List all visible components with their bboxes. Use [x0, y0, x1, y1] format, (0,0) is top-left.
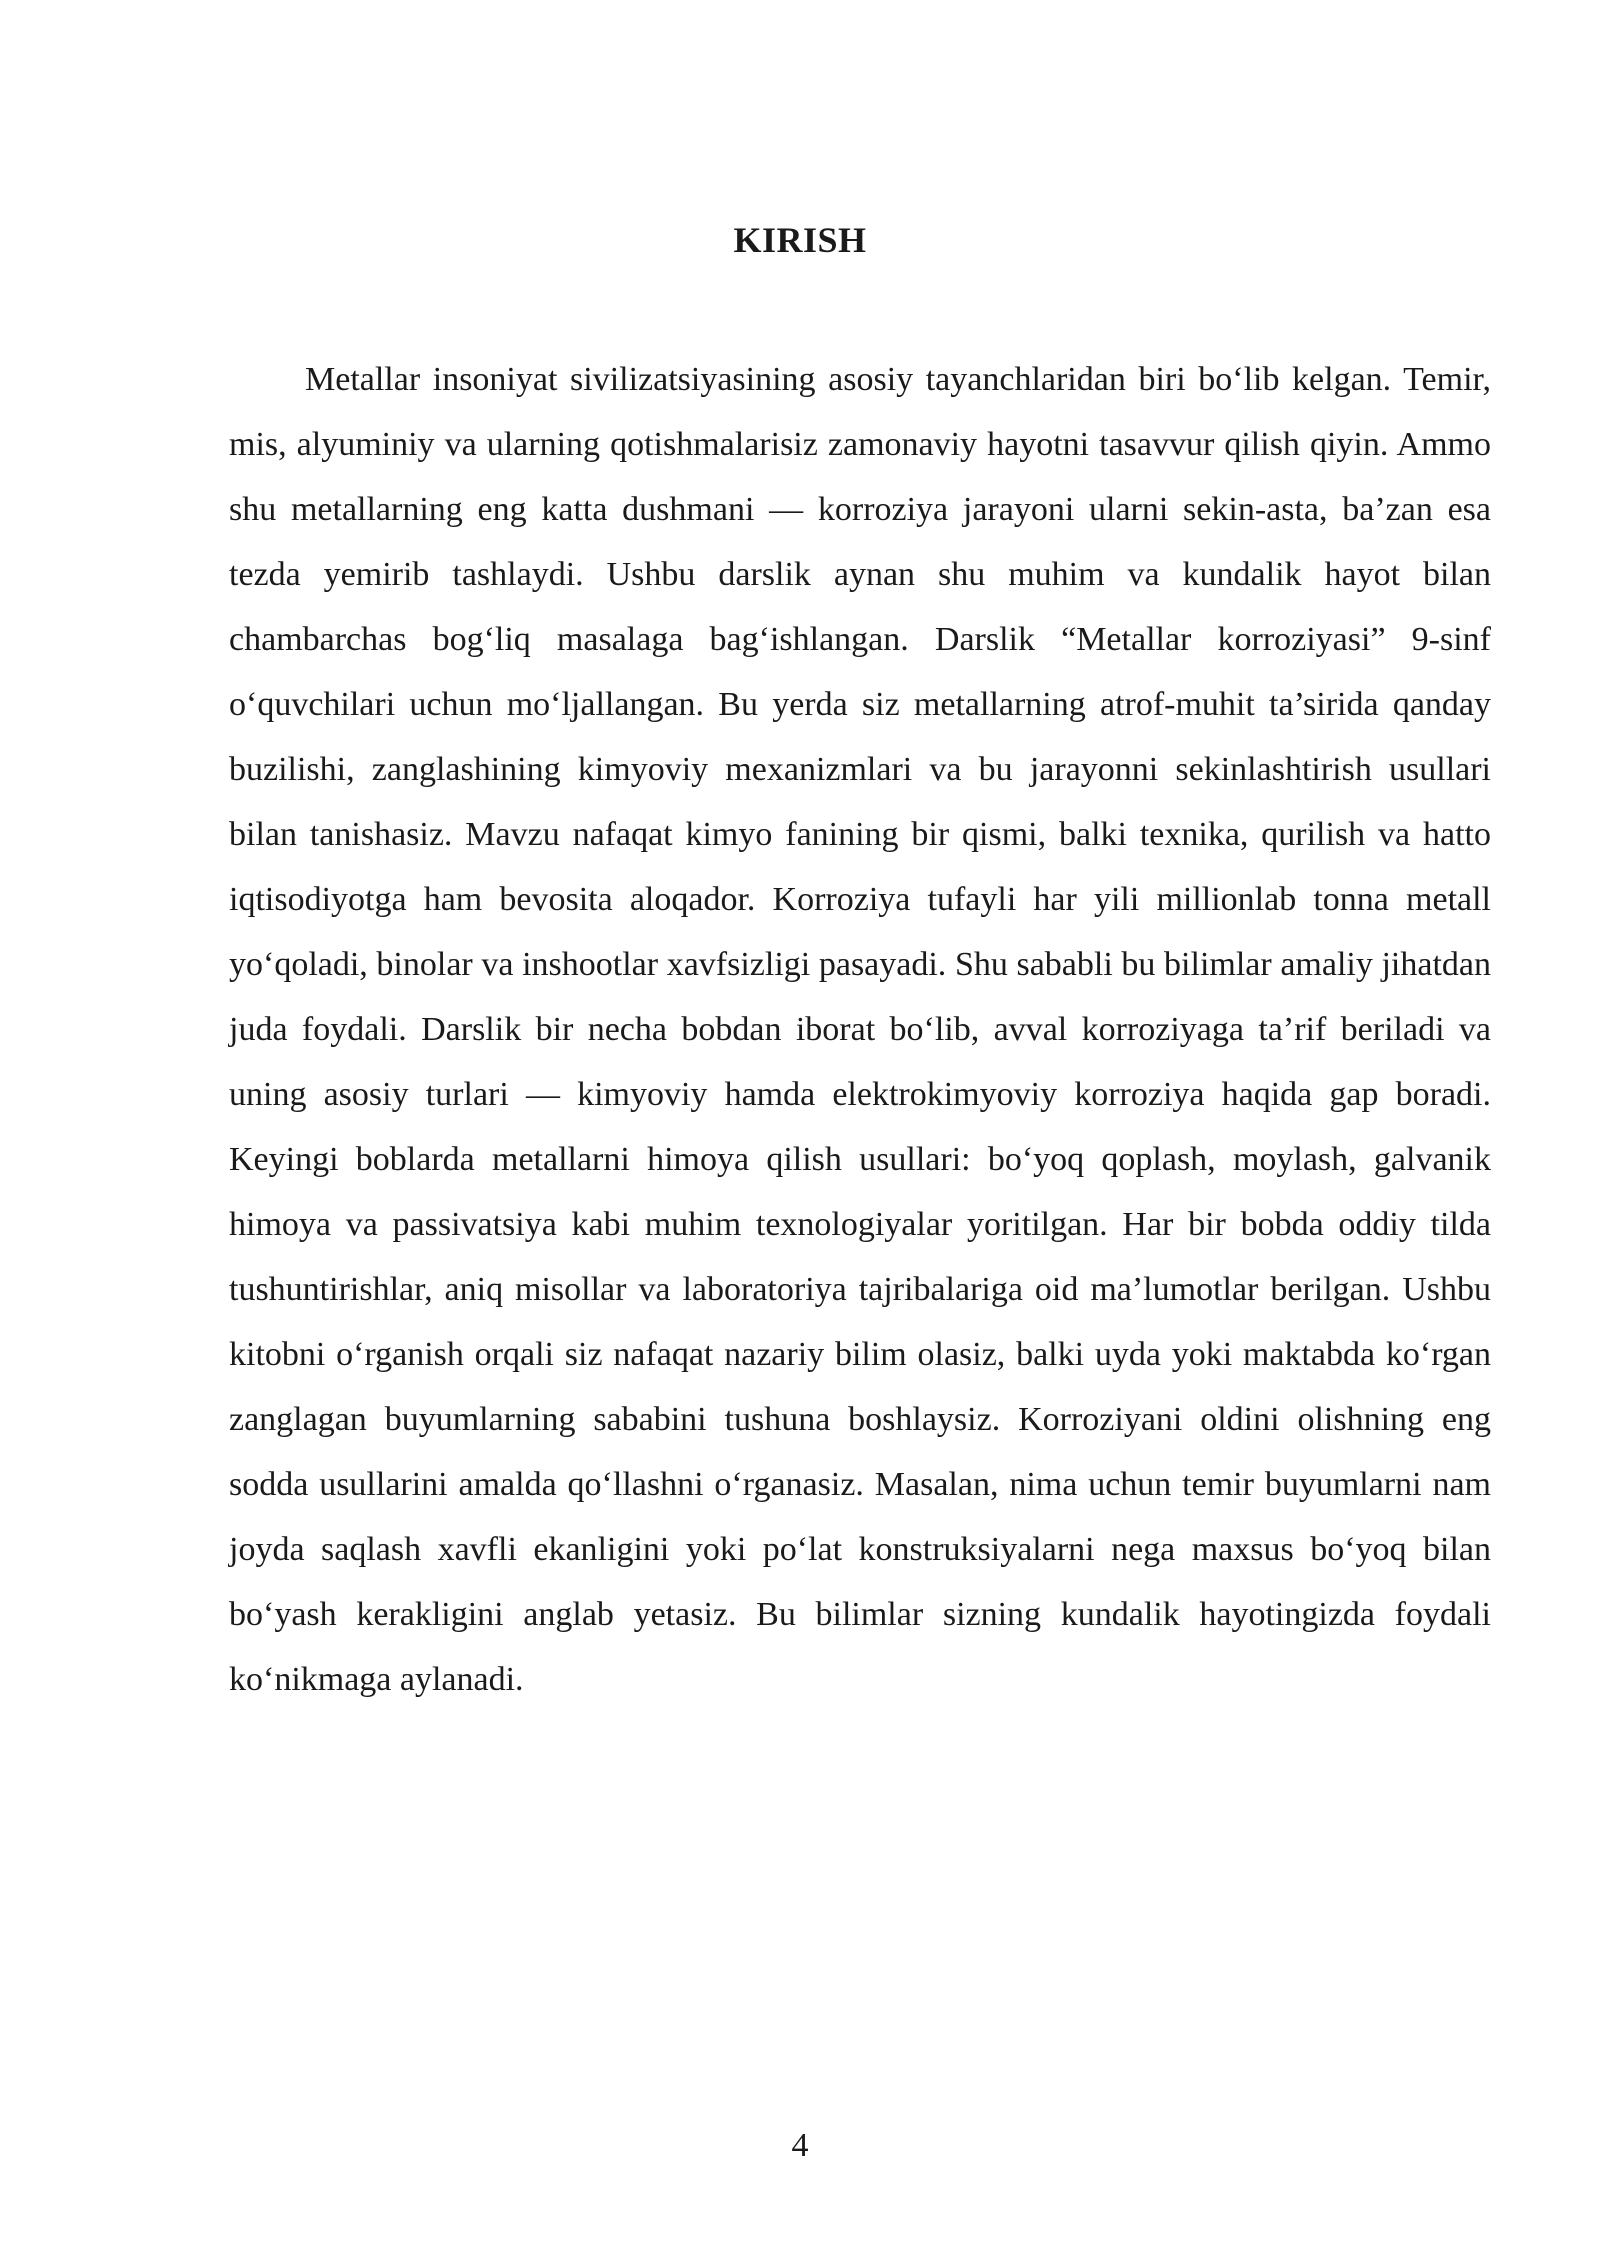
body-paragraph: Metallar insoniyat sivilizatsiyasining asosiy tayanchlaridan biri bo‘lib kelgan. Temir, mis, alyuminiy va ularning qotishmalarisiz zamonaviy hayotni tasavvur qilish qiyin. Ammo shu metallarning eng katta dushmani — korroziya jarayoni ularni sekin-asta, ba’zan esa tezda yemirib tashlaydi. Ushbu darslik aynan shu muhim va kundalik hayot bilan chambarchas bog‘liq masalaga bag‘ishlangan. Darslik “Metallar korroziyasi” 9-sinf o‘quvchilari uchun mo‘ljallangan. Bu yerda siz metallarning atrof-muhit ta’sirida qanday buzilishi, zanglashining kimyoviy mexanizmlari va bu jarayonni sekinlashtirish usullari bilan tanishasiz. Mavzu nafaqat kimyo fanining bir qismi, balki texnika, qurilish va hatto iqtisodiyotga ham bevosita aloqador. Korroziya tufayli har yili millionlab tonna metall yo‘qoladi, binolar va inshootlar xavfsizligi pasayadi. Shu sababli bu bilimlar amaliy jihatdan juda foydali. Darslik bir necha bobdan iborat bo‘lib, avval korroziyaga ta’rif beriladi va uning asosiy turlari — kimyoviy hamda elektrokimyoviy korroziya haqida gap boradi. Keyingi boblarda metallarni himoya qilish usullari: bo‘yoq qoplash, moylash, galvanik himoya va passivatsiya kabi muhim texnologiyalar yoritilgan. Har bir bobda oddiy tilda tushuntirishlar, aniq misollar va laboratoriya tajribalariga oid ma’lumotlar berilgan. Ushbu kitobni o‘rganish orqali siz nafaqat nazariy bilim olasiz, balki uyda yoki maktabda ko‘rgan zanglagan buyumlarning sababini tushuna boshlaysiz. Korroziyani oldini olishning eng sodda usullarini amalda qo‘llashni o‘rganasiz. Masalan, nima uchun temir buyumlarni nam joyda saqlash xavfli ekanligini yoki po‘lat konstruksiyalarni nega maxsus bo‘yoq bilan bo‘yash kerakligini anglab yetasiz. Bu bilimlar sizning kundalik hayotingizda foydali ko‘nikmaga aylanadi.	[229, 361, 1491, 1698]
section-heading: KIRISH	[733, 220, 867, 260]
page-number: 4	[791, 2127, 809, 2164]
